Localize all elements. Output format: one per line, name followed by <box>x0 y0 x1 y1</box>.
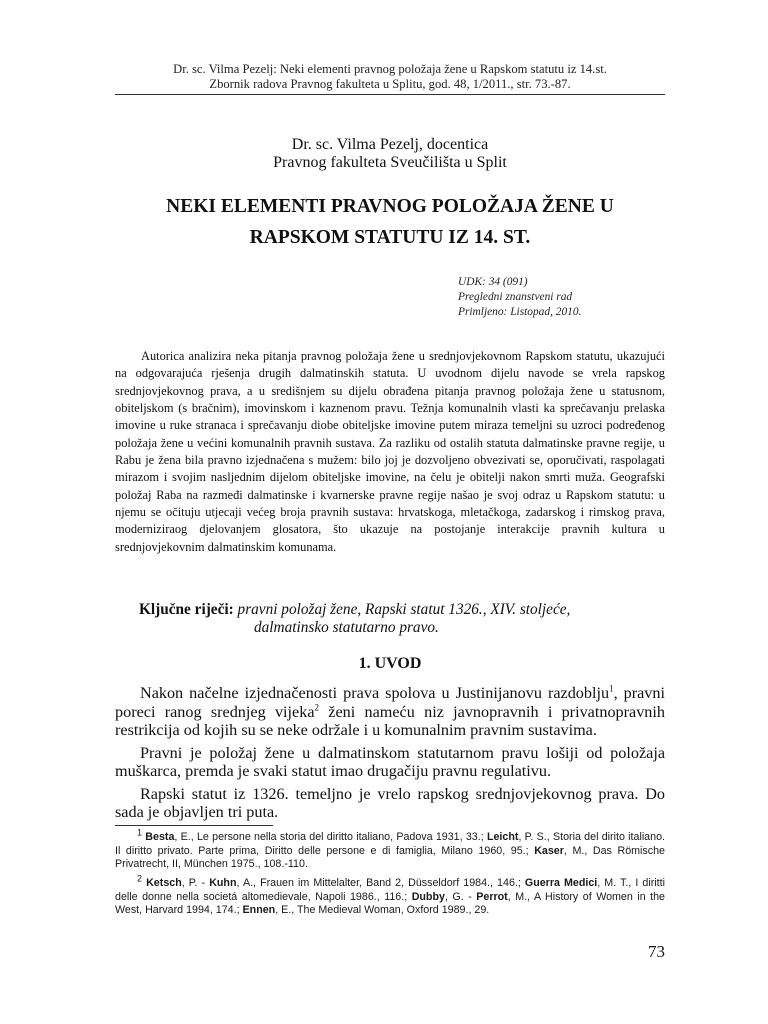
paragraph-2: Pravni je položaj žene u dalmatinskom statutarnom pravu lošiji od položaja muškarca, premda je svaki statut imao drugačiju pravnu regulativu. <box>115 743 665 780</box>
footnote-ref-2: 2 <box>314 702 319 713</box>
paragraph-3: Rapski statut iz 1326. temeljno je vrelo rapskog srednjovjekovnog prava. Do sada je objavljen tri puta. <box>115 784 665 821</box>
footnote-rule <box>115 825 273 826</box>
received-date: Primljeno: Listopad, 2010. <box>458 306 582 318</box>
running-header <box>115 62 665 92</box>
body-text <box>115 684 665 822</box>
title-line-1: NEKI ELEMENTI PRAVNOG POLOŽAJA ŽENE U <box>166 196 614 217</box>
author-block <box>115 136 665 172</box>
footnote-2: $^2$ Ketsch, P. - Kuhn, A., Frauen im Mittelalter, Band 2, Düsseldorf 1984., 146.; Guerra Medici, M. T., I diritti delle donne nella societá altomedievale, Napoli 1986., 116.; Dubby, G. - Perrot, M., A History of Women in the West, Harvard 1994, 174.; Ennen, E., The Medieval Woman, Oxford 1989., 29. <box>115 873 666 917</box>
author-affiliation: Pravnog fakulteta Sveučilišta u Split <box>273 154 507 171</box>
keywords <box>139 601 679 637</box>
paragraph-1: Nakon načelne izjednačenosti prava spolova u Justinijanovu razdoblju$^1$, pravni poreci ranog srednjeg vijeka$^2$ ženi nameću niz javnopravnih i privatnopravnih restrikcija od kojih su se neke održale i u komunalnim pravnim sustavima. <box>115 683 665 739</box>
footnote-1: $^1$ Besta, E., Le persone nella storia del diritto italiano, Padova 1931, 33.; Leicht, P. S., Storia del dirito italiano. Il diritto privato. Parte prima, Diritto delle persone e di famiglia, Milano 1960, 95.; Kaser, M., Das Römische Privatrecht, II, München 1975., 108.-110. <box>115 827 665 871</box>
classification-block <box>458 275 678 320</box>
running-header-line-2: Zbornik radova Pravnog fakulteta u Splitu, god. 48, 1/2011., str. 73.-87. <box>209 77 571 91</box>
section-heading: 1. UVOD <box>358 655 422 672</box>
running-header-line-1: Dr. sc. Vilma Pezelj: Neki elementi pravnog položaja žene u Rapskom statutu iz 14.st. <box>173 62 607 76</box>
udk-code: UDK: 34 (091) <box>458 276 528 288</box>
keywords-label: Ključne riječi: <box>139 601 234 618</box>
paper-title <box>115 191 665 253</box>
footnote-ref-1: 1 <box>609 683 614 694</box>
page-number: 73 <box>648 942 665 961</box>
header-rule <box>115 94 665 95</box>
paper-type: Pregledni znanstveni rad <box>458 291 573 303</box>
keywords-line-1: pravni položaj žene, Rapski statut 1326., XIV. stoljeće, <box>237 601 571 618</box>
abstract: Autorica analizira neka pitanja pravnog položaja žene u srednjovjekovnom Rapskom statutu, ukazujući na odgovarajuća rješenja drugih dalmatinskih statuta. U uvodnom dijelu navode se vrela rapskog srednjovjekovnog prava, a u središnjem su dijelu obrađena pitanja pravnog položaja žene u statusnom, obiteljskom (s bračnim), imovinskom i kaznenom pravu. Težnja komunalnih vlasti ka sprečavanju prelaska imovine u ruke stranaca i sprečavanju diobe obiteljske imovine putem miraza temeljni su uzroci podređenog položaja žene u većini komunalnih pravnih sustava. Za razliku od ostalih statuta dalmatinske pravne regije, u Rabu je žena bila pravno izjednačena s mužem: bilo joj je dozvoljeno obvezivati se, oporučivati, raspolagati mirazom i svojim nasljednim dijelom obiteljske imovine, na čelu je obitelji nakon smrti muža. Geografski položaj Raba na razmeđi dalmatinske i kvarnerske pravne regije našao je svoj odraz u Rapskom statutu: u njemu se očituju utjecaji većeg broja pravnih sustava: hrvatskoga, mletačkoga, zadarskog i rimskog prava, moderniziraog djelovanjem glosatora, što ukazuje na postojanje interakcije pravnih kultura u srednjovjekovnim dalmatinskim komunama. <box>115 349 665 554</box>
title-line-2: RAPSKOM STATUTU IZ 14. ST. <box>249 227 531 248</box>
keywords-line-2: dalmatinsko statutarno pravo. <box>254 619 439 636</box>
author-name: Dr. sc. Vilma Pezelj, docentica <box>291 136 489 153</box>
